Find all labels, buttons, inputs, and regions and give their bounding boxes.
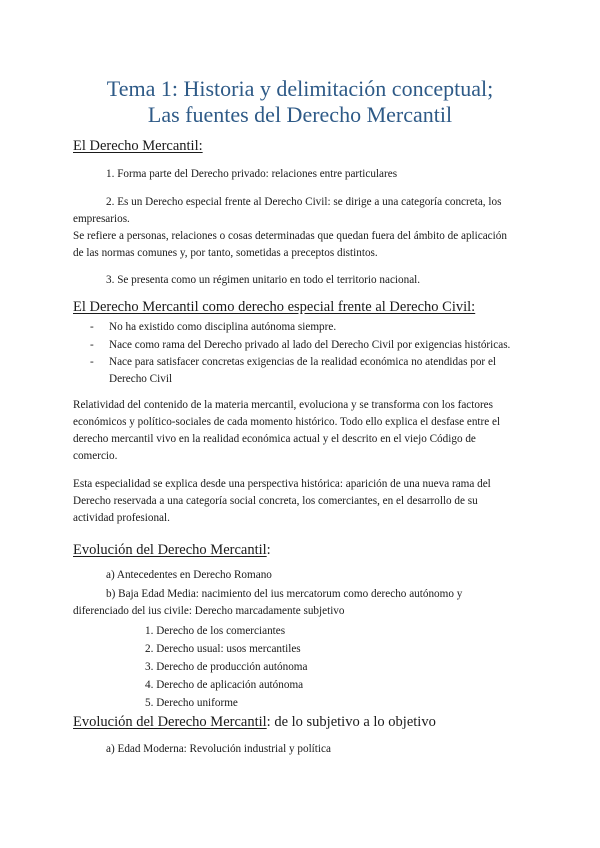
- section-heading-subjetivo-objetivo-suffix: : de lo subjetivo a lo objetivo: [266, 714, 436, 730]
- list-item-1: 1. Forma parte del Derecho privado: relaciones entre particulares: [106, 168, 398, 180]
- paragraph-line: derecho mercantil vivo en la realidad económica actual y el descrito en el viejo Código de: [73, 433, 476, 445]
- paragraph-line: económicos y político-sociales de cada momento histórico. Todo ello explica el desfase entre el: [73, 416, 501, 428]
- sub-list-item-3: 3. Derecho de producción autónoma: [145, 661, 308, 673]
- sub-list-item-4: 4. Derecho de aplicación autónoma: [145, 679, 304, 691]
- section-heading-subjetivo-objetivo: [73, 713, 436, 731]
- sub-list-item-2: 2. Derecho usual: usos mercantiles: [145, 643, 301, 655]
- list-item-2-continuation: empresarios.: [73, 213, 130, 225]
- list-item-a: a) Edad Moderna: Revolución industrial y política: [106, 743, 331, 755]
- paragraph-line: de las normas comunes y, por tanto, sometidas a preceptos distintos.: [73, 247, 378, 259]
- paragraph-line: actividad profesional.: [73, 512, 170, 524]
- bullet-dash: -: [90, 321, 94, 333]
- bullet-item-1: No ha existido como disciplina autónoma siempre.: [109, 321, 337, 333]
- bullet-dash: -: [90, 339, 94, 351]
- list-item-a: a) Antecedentes en Derecho Romano: [106, 569, 272, 581]
- section-heading-derecho-mercantil: El Derecho Mercantil:: [73, 138, 203, 154]
- list-item-3: 3. Se presenta como un régimen unitario en todo el territorio nacional.: [106, 274, 421, 286]
- paragraph-line: Se refiere a personas, relaciones o cosas determinadas que quedan fuera del ámbito de aplicación: [73, 230, 507, 242]
- bullet-item-3: Nace para satisfacer concretas exigencias de la realidad económica no atendidas por el: [109, 356, 497, 368]
- document-title-line-2: Las fuentes del Derecho Mercantil: [147, 102, 453, 127]
- paragraph-line: comercio.: [73, 450, 118, 462]
- paragraph-line: Derecho reservada a una categoría social concreta, los comerciantes, en el desarrollo de su: [73, 495, 478, 507]
- list-item-b: b) Baja Edad Media: nacimiento del ius mercatorum como derecho autónomo y: [106, 588, 463, 600]
- paragraph-line: Esta especialidad se explica desde una perspectiva histórica: aparición de una nueva rama del: [73, 478, 491, 490]
- bullet-dash: -: [90, 356, 94, 368]
- section-heading-evolucion-text: Evolución del Derecho Mercantil: [73, 542, 267, 558]
- sub-list-item-1: 1. Derecho de los comerciantes: [145, 625, 286, 637]
- document-title-line-1: Tema 1: Historia y delimitación conceptual;: [106, 76, 494, 101]
- bullet-item-3-continuation: Derecho Civil: [109, 373, 173, 385]
- section-heading-subjetivo-objetivo-text: Evolución del Derecho Mercantil: [73, 714, 267, 730]
- list-item-2: 2. Es un Derecho especial frente al Derecho Civil: se dirige a una categoría concreta, los: [106, 196, 502, 208]
- bullet-item-2: Nace como rama del Derecho privado al lado del Derecho Civil por exigencias históricas.: [109, 339, 511, 351]
- section-heading-evolucion-suffix: :: [266, 542, 271, 558]
- section-heading-derecho-especial: El Derecho Mercantil como derecho especial frente al Derecho Civil:: [73, 299, 476, 315]
- section-heading-evolucion: [73, 541, 271, 559]
- list-item-b-continuation: diferenciado del ius civile: Derecho marcadamente subjetivo: [73, 605, 345, 617]
- sub-list-item-5: 5. Derecho uniforme: [145, 697, 238, 709]
- paragraph-line: Relatividad del contenido de la materia mercantil, evoluciona y se transforma con los factores: [73, 399, 493, 411]
